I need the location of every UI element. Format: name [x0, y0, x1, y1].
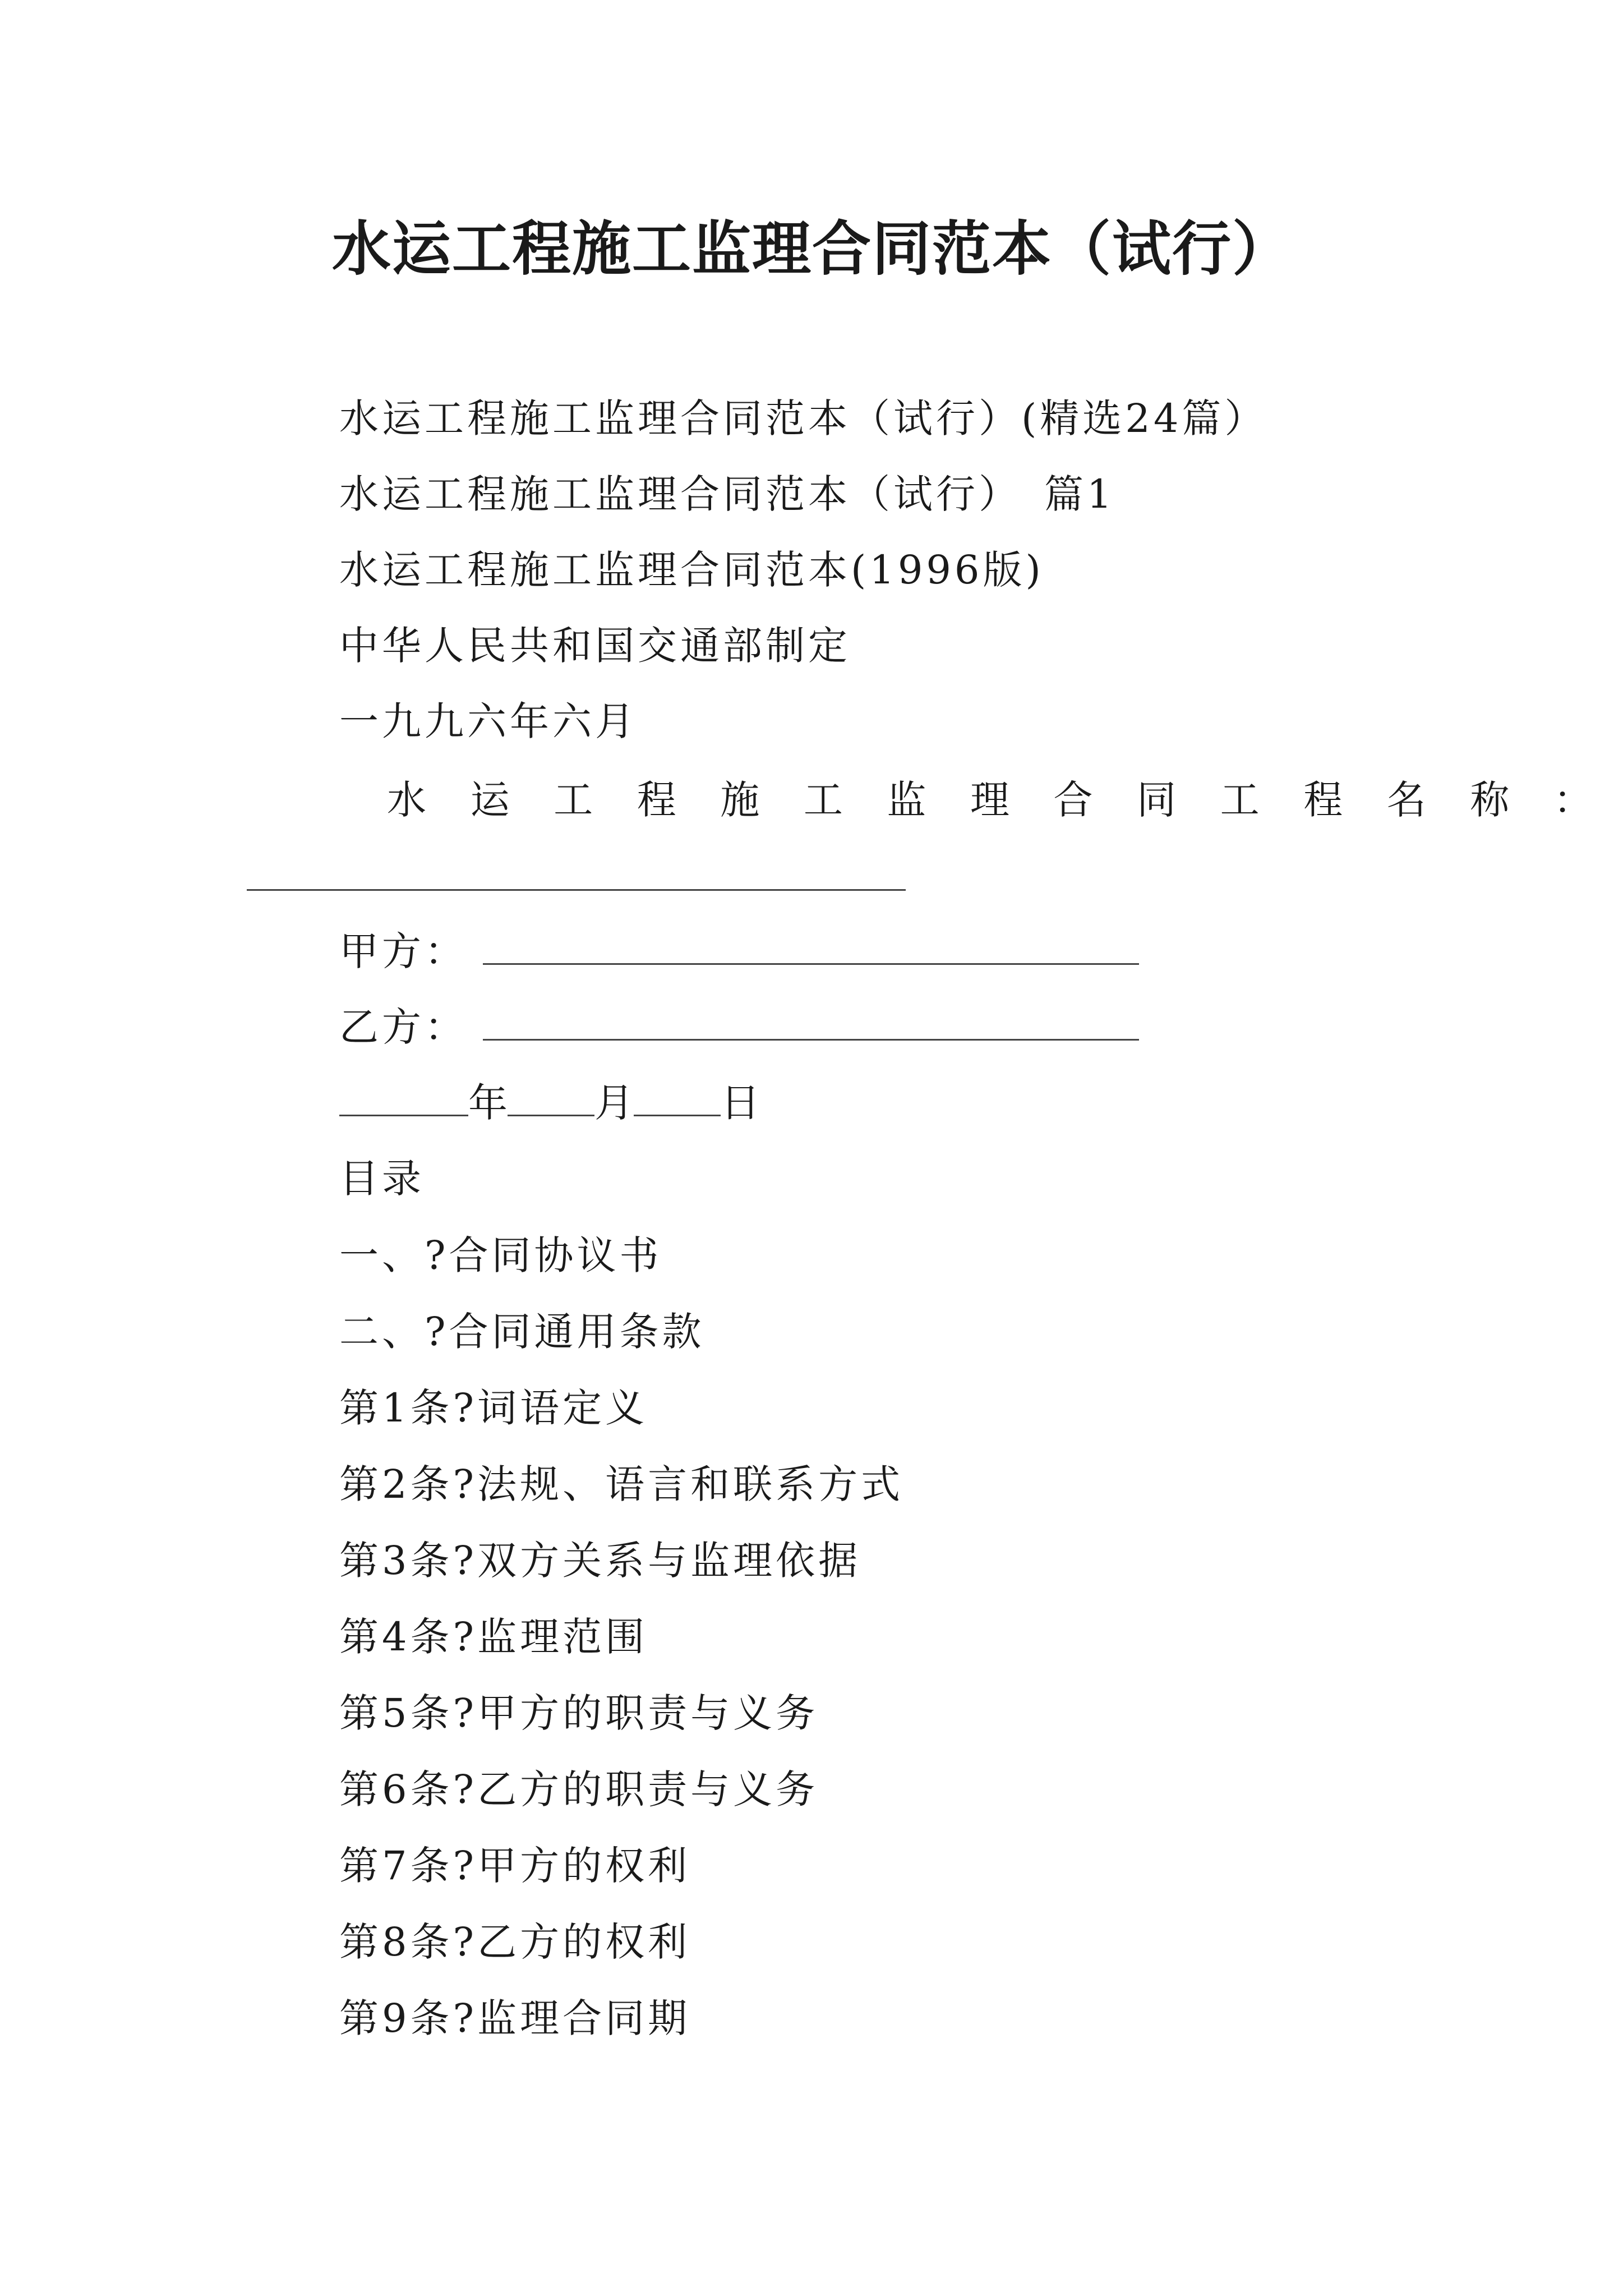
party-a-row	[339, 920, 1139, 977]
toc-item: 第5条?甲方的职责与义务	[339, 1690, 819, 1736]
project-name-label	[387, 769, 1593, 825]
toc-item: 二、?合同通用条款	[339, 1309, 705, 1355]
project-name-char: 称	[1470, 777, 1510, 823]
intro-line: 一九九六年六月	[339, 698, 638, 744]
document-title: 水运工程施工监理合同范本（试行）	[332, 214, 1293, 283]
toc-item: 第3条?双方关系与监理依据	[339, 1538, 861, 1584]
project-name-char: 施	[720, 777, 760, 823]
project-name-char: 合	[1053, 777, 1093, 823]
project-name-char: 水	[387, 777, 426, 823]
toc-item: 第7条?甲方的权利	[339, 1843, 691, 1889]
toc-item: 第4条?监理范围	[339, 1614, 648, 1660]
party-b-label: 乙方：	[339, 1004, 467, 1050]
intro-line: 水运工程施工监理合同范本（试行）(精选24篇）	[339, 395, 1267, 441]
party-a-blank	[483, 930, 1139, 965]
project-name-char: 工	[554, 777, 593, 823]
intro-line: 水运工程施工监理合同范本（试行） 篇1	[339, 471, 1115, 517]
toc-item: 一、?合同协议书	[339, 1232, 662, 1278]
party-b-blank	[483, 1005, 1139, 1041]
party-b-row	[339, 996, 1139, 1052]
project-name-char: 工	[1220, 777, 1260, 823]
project-name-blank	[247, 889, 906, 891]
month-blank	[508, 1081, 594, 1116]
date-year-label: 年	[468, 1080, 508, 1126]
project-name-char: 程	[1303, 777, 1343, 823]
toc-item: 第1条?词语定义	[339, 1385, 648, 1431]
intro-line: 中华人民共和国交通部制定	[339, 623, 851, 669]
date-day-label: 日	[721, 1080, 760, 1126]
project-name-char: 工	[803, 777, 843, 823]
date-row	[339, 1071, 760, 1128]
date-month-label: 月	[594, 1080, 634, 1126]
toc-heading: 目录	[339, 1156, 425, 1202]
party-a-label: 甲方：	[339, 928, 467, 974]
intro-line: 水运工程施工监理合同范本(1996版)	[339, 547, 1044, 593]
project-name-char: ：	[1553, 777, 1593, 823]
project-name-char: 运	[470, 777, 510, 823]
toc-item: 第8条?乙方的权利	[339, 1919, 691, 1965]
project-name-char: 同	[1137, 777, 1177, 823]
project-name-char: 名	[1386, 777, 1426, 823]
toc-item: 第2条?法规、语言和联系方式	[339, 1461, 904, 1507]
day-blank	[634, 1081, 721, 1116]
year-blank	[339, 1081, 468, 1116]
project-name-char: 程	[637, 777, 676, 823]
toc-item: 第9条?监理合同期	[339, 1995, 691, 2041]
project-name-char: 监	[887, 777, 926, 823]
toc-item: 第6条?乙方的职责与义务	[339, 1766, 819, 1812]
project-name-char: 理	[970, 777, 1009, 823]
